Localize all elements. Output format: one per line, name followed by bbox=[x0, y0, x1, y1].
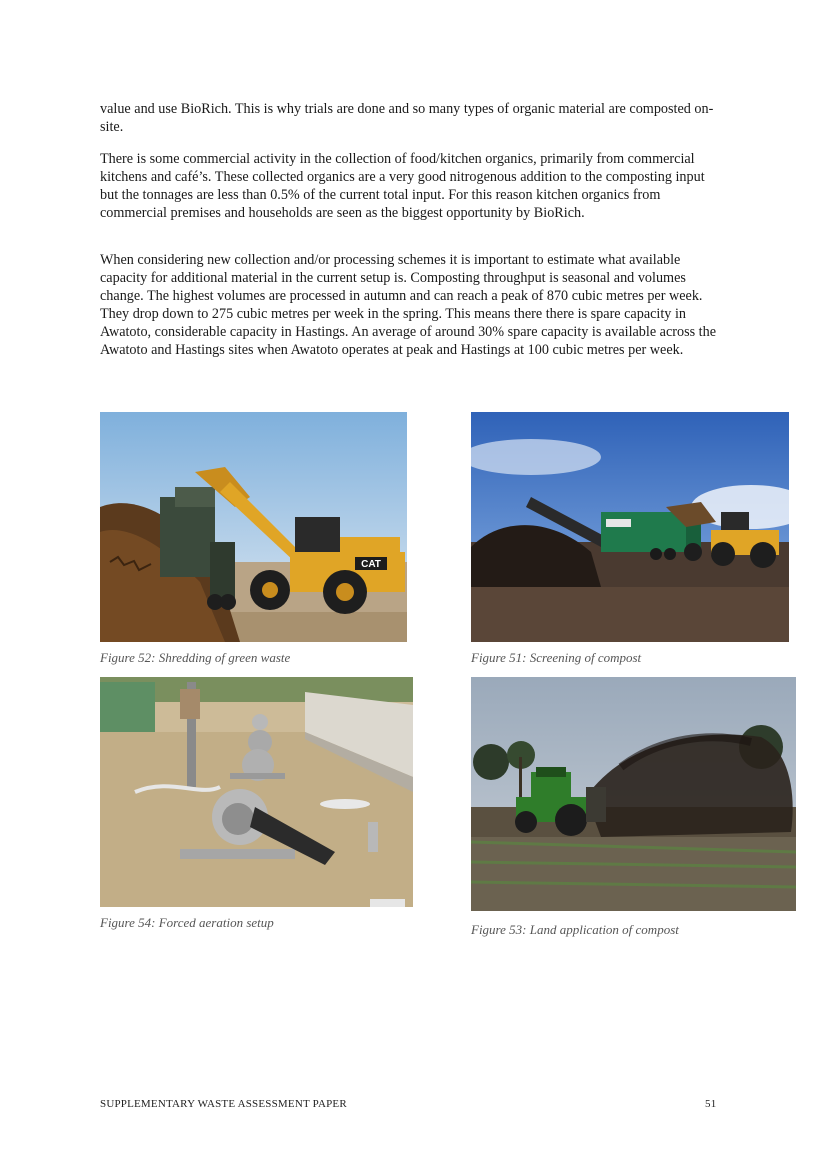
figure-53-caption: Figure 53: Land application of compost bbox=[471, 922, 679, 937]
paragraph-1: value and use BioRich. This is why trials are done and so many types of organic material are composted on-site. bbox=[100, 101, 714, 135]
figure-53-image bbox=[471, 677, 796, 911]
figure-51-caption: Figure 51: Screening of compost bbox=[471, 650, 642, 665]
figure-52-image bbox=[100, 412, 407, 642]
paragraph-3: When considering new collection and/or processing schemes it is important to estimate what available capacity for additional material in the current setup is. Composting throughput is seasonal and volumes change. The highest volumes are processed in autumn and can reach a peak of 870 cubic metres per week. They drop down to 275 cubic metres per week in the spring. This means there there is spare capacity in Awatoto, considerable capacity in Hastings. An average of around 30% spare capacity is available across the Awatoto and Hastings sites when Awatoto operates at peak and Hastings at 100 cubic metres per week. bbox=[100, 252, 717, 358]
figure-51-image bbox=[471, 412, 789, 642]
figure-52-caption: Figure 52: Shredding of green waste bbox=[100, 650, 291, 665]
cat-label: CAT bbox=[361, 559, 381, 570]
figure-54-caption: Figure 54: Forced aeration setup bbox=[100, 915, 274, 930]
footer-title: SUPPLEMENTARY WASTE ASSESSMENT PAPER bbox=[100, 1098, 347, 1110]
figure-54-image bbox=[100, 677, 413, 907]
paragraph-2: There is some commercial activity in the collection of food/kitchen organics, primarily from commercial kitchens and café’s. These collected organics are a very good nitrogenous addition to the composting input but the tonnages are less than 0.5% of the current total input. For this reason kitchen organics from commercial premises and households are seen as the biggest opportunity by BioRich. bbox=[100, 151, 705, 221]
page-number: 51 bbox=[705, 1098, 717, 1110]
